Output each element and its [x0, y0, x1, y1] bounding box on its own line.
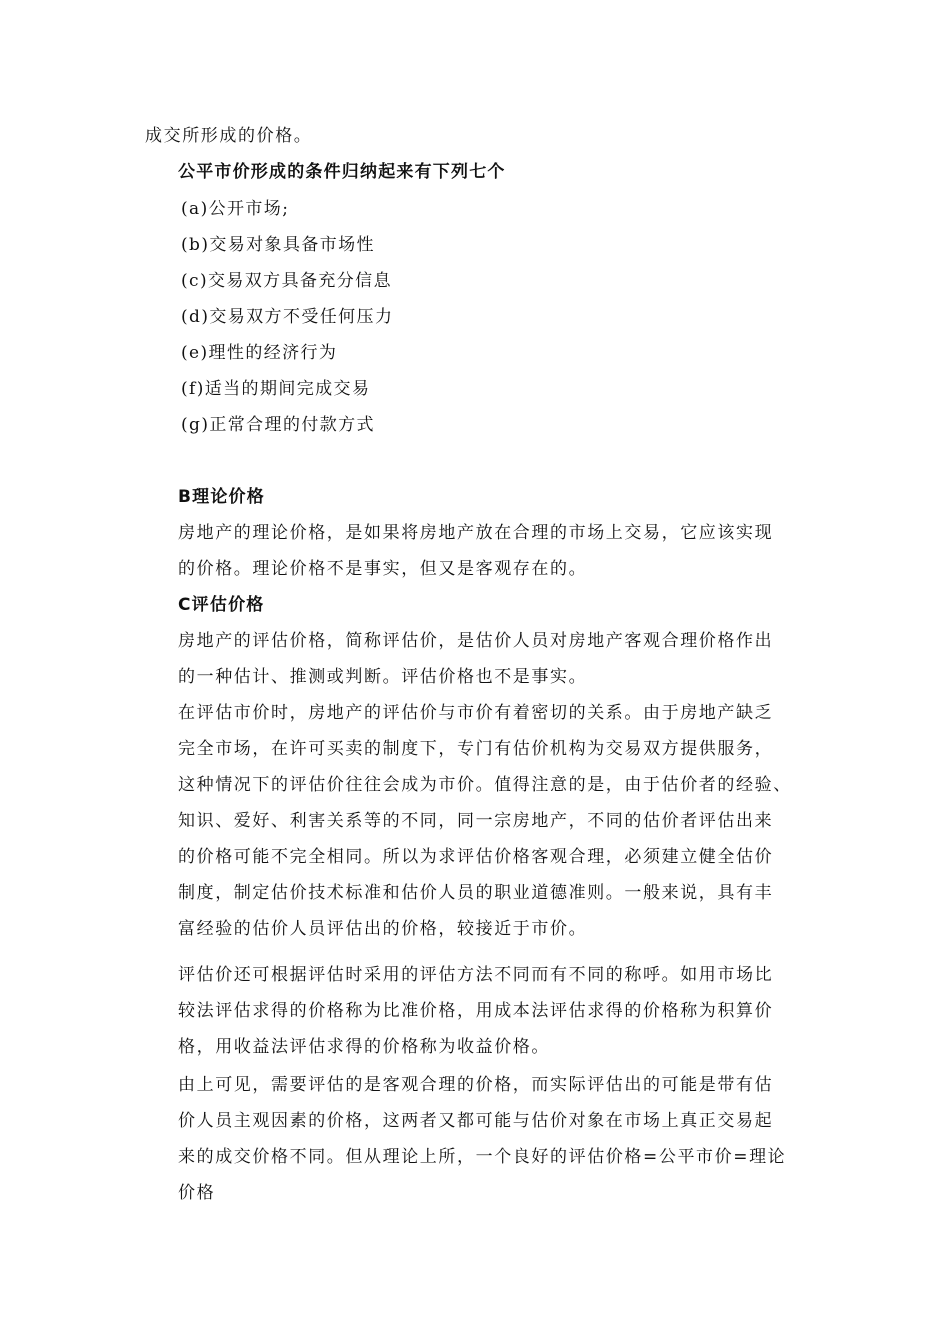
section-c-heading: C评估价格 [178, 595, 265, 615]
paragraph-line: 的价格可能不完全相同。所以为求评估价格客观合理，必须建立健全估价 [178, 847, 774, 867]
paragraph-line: 在评估市价时，房地产的评估价与市价有着密切的关系。由于房地产缺乏 [178, 703, 774, 723]
paragraph-line: 格，用收益法评估求得的价格称为收益价格。 [178, 1037, 550, 1057]
section-b-heading: B理论价格 [178, 487, 265, 507]
fair-price-heading: 公平市价形成的条件归纳起来有下列七个 [178, 162, 506, 182]
paragraph-line: 价人员主观因素的价格，这两者又都可能与估价对象在市场上真正交易起 [178, 1111, 774, 1131]
intro-line: 成交所形成的价格。 [145, 126, 313, 146]
paragraph-line: 这种情况下的评估价往往会成为市价。值得注意的是，由于估价者的经验、 [178, 775, 792, 795]
paragraph-line: 房地产的评估价格，简称评估价，是估价人员对房地产客观合理价格作出 [178, 631, 774, 651]
list-item: (b)交易对象具备市场性 [181, 235, 375, 255]
paragraph-line: 完全市场，在许可买卖的制度下，专门有估价机构为交易双方提供服务， [178, 739, 774, 759]
paragraph-line: 富经验的估价人员评估出的价格，较接近于市价。 [178, 919, 588, 939]
paragraph-line: 由上可见，需要评估的是客观合理的价格，而实际评估出的可能是带有估 [178, 1075, 774, 1095]
list-item: (c)交易双方具备充分信息 [181, 271, 392, 291]
list-item: (g)正常合理的付款方式 [181, 415, 375, 435]
paragraph-line: 评估价还可根据评估时采用的评估方法不同而有不同的称呼。如用市场比 [178, 965, 774, 985]
paragraph-line: 知识、爱好、利害关系等的不同，同一宗房地产，不同的估价者评估出来 [178, 811, 774, 831]
paragraph-line: 的一种估计、推测或判断。评估价格也不是事实。 [178, 667, 588, 687]
paragraph-line: 房地产的理论价格，是如果将房地产放在合理的市场上交易，它应该实现 [178, 523, 774, 543]
paragraph-line: 的价格。理论价格不是事实，但又是客观存在的。 [178, 559, 588, 579]
list-item: (f)适当的期间完成交易 [181, 379, 371, 399]
list-item: (e)理性的经济行为 [181, 343, 338, 363]
list-item: (a)公开市场; [181, 199, 290, 219]
paragraph-line: 来的成交价格不同。但从理论上所，一个良好的评估价格=公平市价=理论 [178, 1147, 787, 1167]
paragraph-line: 制度，制定估价技术标准和估价人员的职业道德准则。一般来说，具有丰 [178, 883, 774, 903]
list-item: (d)交易双方不受任何压力 [181, 307, 394, 327]
paragraph-line: 价格 [178, 1183, 216, 1203]
paragraph-line: 较法评估求得的价格称为比准价格，用成本法评估求得的价格称为积算价 [178, 1001, 774, 1021]
